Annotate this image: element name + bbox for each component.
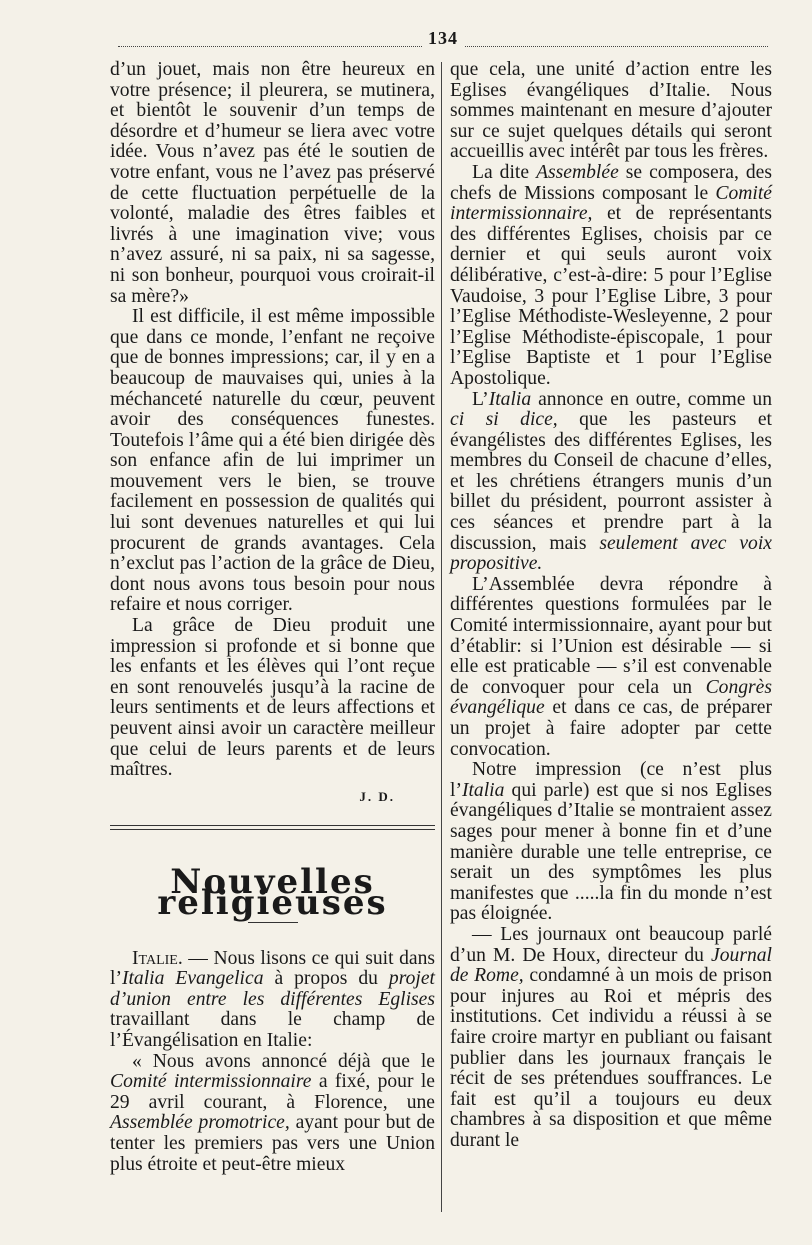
- paragraph: d’un jouet, mais non être heureux en votre présence; il pleurera, se mutinera, et bientôt le souvenir d’un temps de désordre et d’humeur se liera avec votre idée. Vous n’avez pas été le soutien de votre enfant, vous ne l’avez pas préservé de cette fluctuation perpétuelle de la volonté, maladie des êtres faibles et livrés à une imagination vive; vous n’avez assuré, ni sa paix, ni sa sagesse, ni son bonheur, pourquoi vous croirait-il sa mère?»: [110, 59, 435, 307]
- paragraph: « Nous avons annoncé déjà que le Comité intermissionnaire a fixé, pour le 29 avril courant, à Florence, une Assemblée promotrice, ayant pour but de tenter les premiers pas vers une Union plus étroite et peut-être mieux: [110, 1050, 435, 1175]
- signature: J. D.: [359, 788, 395, 804]
- paragraph: L’Italia annonce en outre, comme un ci si dice, que les pasteurs et évangélistes des différentes Eglises, les membres du Conseil de chacune d’elles, et les chrétiens étrangers munis d’un billet du président, pourront assister à ces séances et prendre part à la discussion, mais seulement avec voix propositive.: [450, 388, 773, 575]
- paragraph: La grâce de Dieu produit une impression si profonde et si bonne que les enfants et les élèves qui l’ont reçue en sont renouvelés jusqu’à la racine de leurs sentiments et de leurs affections et peuvent ainsi avoir un caractère meilleur que celui de leurs parents et de leurs maîtres.: [110, 615, 435, 781]
- paragraph: que cela, une unité d’action entre les Eglises évangéliques d’Italie. Nous sommes maintenant en mesure d’ajouter sur ce sujet quelques détails qui seront accueillis avec intérêt par tous les frères.: [450, 59, 772, 163]
- right-column: [450, 60, 772, 1151]
- page-number: 134: [422, 28, 464, 49]
- paragraph: Il est difficile, il est même impossible que dans ce monde, l’enfant ne reçoive que de bonnes impressions; car, il y en a beaucoup de mauvaises qui, unies à la méchanceté naturelle du cœur, peuvent avoir des conséquences funestes. Toutefois l’âme qui a été bien dirigée dès son enfance afin de lui imprimer un mouvement vers le bien, se trouve facilement en possession de qualités qui lui sont devenues naturelles et qui lui procurent de grands avantages. Cela n’exclut pas l’action de la grâce de Dieu, dont nous avons tous besoin pour nous refaire et nous corriger.: [110, 306, 435, 616]
- paragraph: — Les journaux ont beaucoup parlé d’un M. De Houx, directeur du Journal de Rome, condamné à un mois de prison pour injures au Roi et mépris des institutions. Cet individu a réussi à se faire croire martyr en publiant ou faisant publier dans les journaux français le récit de ses prétendues souffrances. Le fait est qu’il a toujours eu deux chambres à sa disposition et que même durant le: [450, 923, 772, 1151]
- paragraph: Italie. — Nous lisons ce qui suit dans l’Italia Evangelica à propos du projet d’union entre les différentes Eglises travaillant dans le champ de l’Évangélisation en Italie:: [110, 947, 435, 1051]
- section-title: Nouvelles religieuses: [157, 862, 388, 923]
- left-column: [110, 60, 435, 1175]
- page-header: [118, 28, 768, 50]
- country-label: Italie.: [132, 947, 183, 969]
- column-divider: [441, 62, 442, 1212]
- section-rule: [110, 825, 435, 830]
- paragraph: Notre impression (ce n’est plus l’Italia qui parle) est que si nos Eglises évangéliques d’Italie se montraient assez sages pour mener à bonne fin et d’une manière durable une telle entreprise, ce serait un des symptômes les plus manifestes que .....la fin du monde n’est pas éloignée.: [450, 759, 772, 925]
- paragraph: L’Assemblée devra répondre à différentes questions formulées par le Comité intermissionnaire, ayant pour but d’établir: si l’Union est désirable — si elle est praticable — s’il est convenable de convoquer pour cela un Congrès évangélique et dans ce cas, de préparer un projet à faire adopter par cette convocation.: [450, 573, 772, 760]
- paragraph: La dite Assemblée se composera, des chefs de Missions composant le Comité intermissionnaire, et de représentants des différentes Eglises, choisis par ce dernier et qui seuls auront voix délibérative, c’est-à-dire: 5 pour l’Eglise Vaudoise, 3 pour l’Eglise Libre, 3 pour l’Eglise Méthodiste-Wesleyenne, 2 pour l’Eglise Méthodiste-épiscopale, 1 pour l’Eglise Baptiste et 1 pour l’Eglise Apostolique.: [450, 161, 772, 389]
